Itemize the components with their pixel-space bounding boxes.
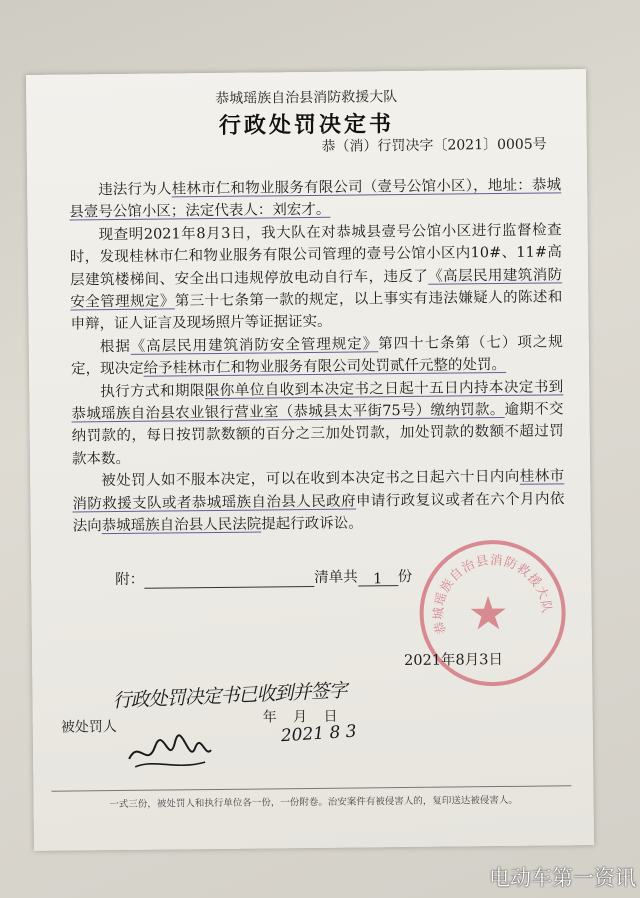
footer-note: 一式三份，被处罚人和执行单位各一份，一份附卷。治安案件有被侵害人的，复印送达被侵害人。 bbox=[109, 794, 518, 811]
document-number: 恭（消）行罚决字〔2021〕0005号 bbox=[321, 136, 547, 155]
appeal-authority: 桂林市消防救援支队或者恭城瑶族自治县人民政府 bbox=[72, 468, 565, 513]
findings-evidence: 第三十七条第一款的规定，以上事实有违法嫌疑人的陈述和申辩，证人证言及现场照片等证据证实。 bbox=[70, 289, 563, 333]
seal-star-icon: ★ bbox=[467, 585, 510, 641]
handwritten-date: 2021 8 3 bbox=[280, 721, 358, 747]
attachment-count-label: 清单共 bbox=[314, 569, 358, 586]
document-title: 行政处罚决定书 bbox=[218, 111, 395, 139]
paragraph-execution bbox=[71, 376, 564, 471]
paragraph-appeal bbox=[72, 466, 565, 538]
appeal-text-1: 被处罚人如不服本决定，可以在收到本决定书之日起六十日内向 bbox=[101, 469, 520, 490]
attachment-line bbox=[115, 565, 412, 589]
decision-basis-label: 根据 bbox=[99, 338, 131, 356]
handwritten-receipt-note: 行政处罚决定书已收到并签字 bbox=[112, 679, 347, 713]
issue-date: 2021年8月3日 bbox=[404, 651, 504, 670]
attachment-count-value: 1 bbox=[358, 571, 398, 586]
offender-detail: 桂林市仁和物业服务有限公司（壹号公馆小区），地址：恭城县壹号公馆小区；法定代表人：刘宏才。 bbox=[69, 177, 562, 221]
party-signature-label: 被处罚人 bbox=[60, 719, 117, 736]
footer-divider bbox=[51, 785, 571, 791]
offender-label: 违法行为人 bbox=[98, 181, 172, 199]
watermark-text: 电动车第一资讯 bbox=[489, 866, 636, 890]
findings-text: 现查明2021年8月3日，我大队在对恭城县壹号公馆小区进行监督检查时，发现桂林市仁和物业服务有限公司管理的壹号公馆小区内10#、11#高层建筑楼梯间、安全出口违规停放电动自行车，违反了 bbox=[69, 222, 562, 289]
execution-label: 执行方式和期限 bbox=[100, 382, 206, 400]
date-label: 年 月 日 bbox=[262, 708, 344, 726]
paragraph-findings bbox=[70, 219, 563, 336]
attachment-unit: 份 bbox=[397, 568, 413, 586]
paragraph-offender bbox=[69, 174, 561, 224]
execution-detail: 限你单位自收到本决定书之日起十五日内持本决定书到恭城瑶族自治县农业银行营业室（恭城县太平街75号）缴纳罚款。 bbox=[71, 379, 564, 423]
decision-regulation: 《高层民用建筑消防安全管理规定》 bbox=[130, 336, 379, 355]
appeal-court: 恭城瑶族自治县人民法院 bbox=[101, 516, 262, 535]
signature-scribble bbox=[125, 728, 215, 775]
penalty-text: 给予桂林市仁和物业服务有限公司处罚贰仟元整的处罚。 bbox=[143, 357, 507, 377]
regulation-name: 《高层民用建筑消防安全管理规定》 bbox=[70, 266, 563, 311]
appeal-text-2: 申请行政复议或者在六个月内依法向 bbox=[72, 491, 565, 535]
paragraph-decision bbox=[71, 331, 563, 381]
document-body bbox=[69, 174, 565, 538]
decision-clause: 第四十七条第（七）项之规定，现决定 bbox=[70, 334, 563, 378]
attachment-label: 附： bbox=[115, 571, 145, 589]
issuer-name: 恭城瑶族自治县消防救援大队 bbox=[215, 89, 398, 107]
late-fee-text: 逾期不交纳罚款的，每日按罚款数额的百分之三加处罚款，加处罚款的数额不超过罚款本数。 bbox=[71, 401, 564, 468]
appeal-text-3: 提起行政诉讼。 bbox=[261, 515, 363, 533]
attachment-blank bbox=[144, 572, 314, 589]
seal-text: 恭城瑶族自治县消防救援大队 bbox=[430, 551, 555, 636]
decision-document bbox=[26, 69, 594, 851]
